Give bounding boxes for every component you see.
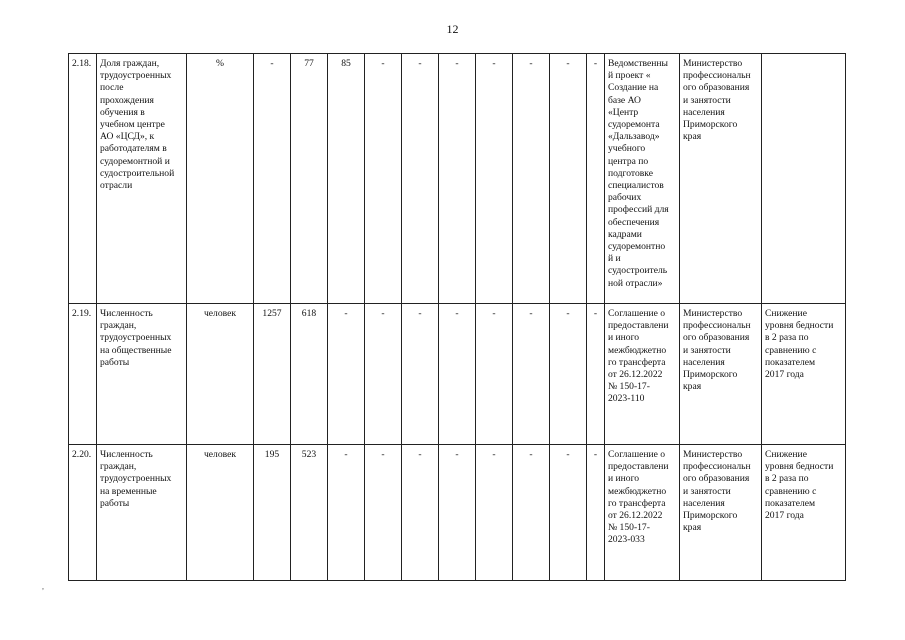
table-row — [69, 54, 846, 304]
value-cell: - — [328, 304, 365, 445]
value-cell: 85 — [328, 54, 365, 304]
value-cell: - — [587, 445, 605, 581]
value-cell: - — [513, 54, 550, 304]
indicator-name: Доля граждан, трудоустроенных после прохождения обучения в учебном центре АО «ЦСД», к работодателям в судоремонтной и судостроительной отрасли — [97, 54, 187, 304]
source-cell: Ведомственны й проект « Создание на базе АО «Центр судоремонта «Дальзавод» учебного центра по подготовке специалистов рабочих профессий для обеспечения кадрами судоремонтно й и судостроитель ной отрасли» — [605, 54, 680, 304]
value-cell: - — [254, 54, 291, 304]
value-cell: - — [328, 445, 365, 581]
unit-cell: человек — [187, 304, 254, 445]
value-cell: - — [365, 54, 402, 304]
page-number: 12 — [446, 22, 459, 36]
responsible-cell: Министерство профессиональн ого образования и занятости населения Приморского края — [680, 445, 762, 581]
value-cell: - — [439, 445, 476, 581]
value-cell: - — [365, 445, 402, 581]
scan-mark: , — [42, 582, 44, 591]
value-cell: - — [513, 304, 550, 445]
goal-cell: Снижение уровня бедности в 2 раза по сравнению с показателем 2017 года — [762, 304, 846, 445]
indicator-name: Численность граждан, трудоустроенных на временные работы — [97, 445, 187, 581]
source-cell: Соглашение о предоставлени и иного межбюджетно го трансферта от 26.12.2022 № 150-17- 2023-110 — [605, 304, 680, 445]
responsible-cell: Министерство профессиональн ого образования и занятости населения Приморского края — [680, 304, 762, 445]
unit-cell: % — [187, 54, 254, 304]
value-cell: - — [587, 304, 605, 445]
table-row — [69, 445, 846, 581]
value-cell: - — [439, 54, 476, 304]
value-cell: 195 — [254, 445, 291, 581]
value-cell: - — [365, 304, 402, 445]
value-cell: - — [587, 54, 605, 304]
responsible-cell: Министерство профессиональн ого образования и занятости населения Приморского края — [680, 54, 762, 304]
indicator-name: Численность граждан, трудоустроенных на общественные работы — [97, 304, 187, 445]
value-cell: - — [439, 304, 476, 445]
row-number: 2.19. — [69, 304, 97, 445]
value-cell: 523 — [291, 445, 328, 581]
goal-cell — [762, 54, 846, 304]
value-cell: - — [402, 445, 439, 581]
value-cell: - — [476, 445, 513, 581]
value-cell: 1257 — [254, 304, 291, 445]
value-cell: - — [402, 304, 439, 445]
indicators-table — [68, 53, 846, 581]
value-cell: - — [402, 54, 439, 304]
value-cell: - — [550, 445, 587, 581]
value-cell: - — [476, 304, 513, 445]
source-cell: Соглашение о предоставлени и иного межбюджетно го трансферта от 26.12.2022 № 150-17- 2023-033 — [605, 445, 680, 581]
row-number: 2.20. — [69, 445, 97, 581]
goal-cell: Снижение уровня бедности в 2 раза по сравнению с показателем 2017 года — [762, 445, 846, 581]
value-cell: - — [550, 304, 587, 445]
value-cell: - — [513, 445, 550, 581]
table-row — [69, 304, 846, 445]
value-cell: 77 — [291, 54, 328, 304]
value-cell: 618 — [291, 304, 328, 445]
unit-cell: человек — [187, 445, 254, 581]
row-number: 2.18. — [69, 54, 97, 304]
value-cell: - — [476, 54, 513, 304]
value-cell: - — [550, 54, 587, 304]
